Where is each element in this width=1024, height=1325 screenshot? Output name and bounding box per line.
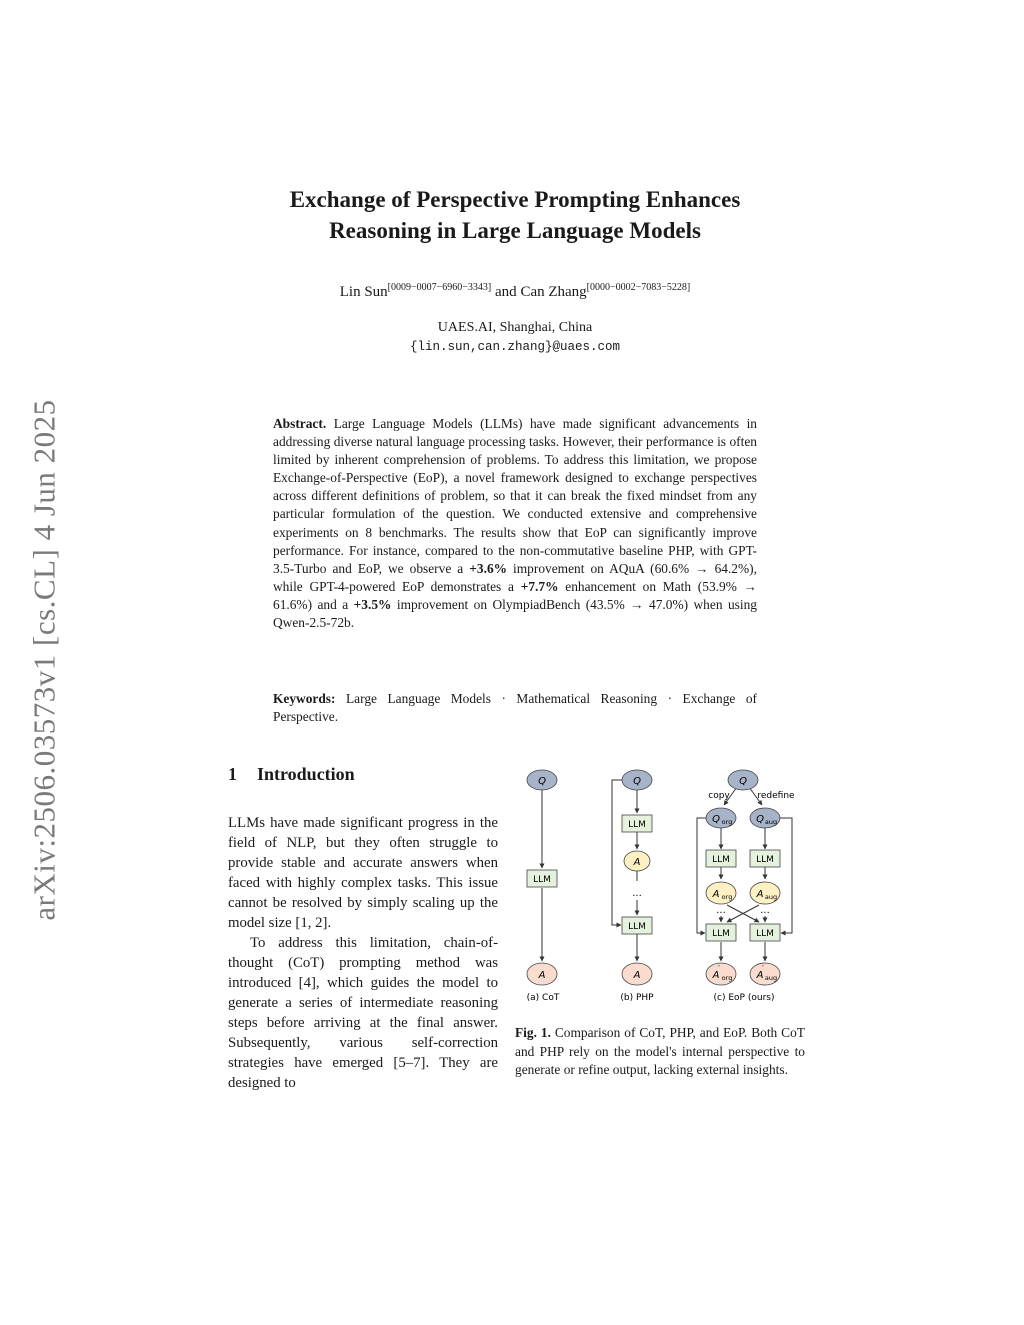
eop-dots-left: ... [716, 905, 726, 916]
php-dots: ... [632, 888, 642, 899]
eop-llm-org-label-1: LLM [712, 855, 730, 865]
authors [200, 282, 830, 301]
section-number: 1 [228, 764, 237, 784]
eop-dots-right: ... [760, 905, 770, 916]
intro-paragraph-1: LLMs have made significant progress in the field of NLP, but they often struggle to provide stable and accurate answers when faced with highly complex tasks. This issue cannot be resolved by simply scaling up the model size [1, 2]. [228, 815, 498, 931]
cot-panel-label: (a) CoT [526, 993, 560, 1003]
eop-final-a-aug-subscript: aug [764, 974, 778, 982]
eop-a-aug-subscript: aug [764, 893, 778, 901]
title-line-1: Exchange of Perspective Prompting Enhances [289, 187, 741, 212]
cot-question-label: Q [538, 776, 546, 787]
figure-diagram [515, 765, 815, 1015]
intro-paragraph-2: To address this limitation, chain-of-thought (CoT) prompting method was introduced [4], which guides the model to generate a series of intermediate reasoning steps before arriving at the final answer. Subsequently, various self-correction strategies have emerged [5–7]. They are designed to [228, 935, 498, 1091]
eop-q-org-label: Q [712, 814, 720, 825]
cot-answer-label: A [538, 970, 546, 981]
eop-final-a-org-subscript: org [721, 974, 733, 982]
eop-a-org-label: A [712, 889, 720, 900]
arxiv-identifier [28, 380, 62, 940]
php-question-label: Q [633, 776, 641, 787]
php-llm-label-1: LLM [628, 820, 646, 830]
abstract-text-3: enhancement on Math (53.9% → 61.6%) and a [273, 578, 757, 612]
eop-q-org-subscript: org [721, 818, 733, 826]
eop-a-aug-label: A [756, 889, 764, 900]
caption-text: Comparison of CoT, PHP, and EoP. Both CoT and PHP rely on the model's internal perspective to generate or refine output, lacking external insights. [515, 1025, 805, 1077]
email: {lin.sun,can.zhang}@uaes.com [409, 340, 621, 354]
eop-q-aug-subscript: aug [764, 818, 778, 826]
section-heading [228, 764, 355, 785]
title-line-2: Reasoning in Large Language Models [329, 218, 701, 243]
eop-llm-org-label-2: LLM [712, 929, 730, 939]
eop-final-a-org-label: A [712, 970, 720, 981]
php-answer-label: A [633, 857, 641, 868]
eop-redefine-label: redefine [757, 791, 795, 801]
abstract-highlight-math: +7.7% [520, 578, 559, 594]
caption-label: Fig. 1. [515, 1025, 551, 1040]
arxiv-id-text: arXiv:2506.03573v1 [cs.CL] 4 Jun 2025 [27, 399, 62, 921]
abstract-text-1: Large Language Models (LLMs) have made significant advancements in addressing diverse natural language processing tasks. However, their performance is often limited by inherent comprehension of problems. To address this limitation, we propose Exchange-of-Perspective (EoP), a novel framework designed to exchange perspectives across different definitions of problem, so that it can break the fixed mindset from any particular formulation of the question. We conducted extensive and comprehensive experiments on 8 benchmarks. The results show that EoP can significantly improve performance. For instance, compared to the non-commutative baseline PHP, with GPT-3.5-Turbo and EoP, we observe a [273, 416, 757, 576]
author-conjunction: and [495, 284, 517, 300]
php-final-answer-label: A [633, 970, 641, 981]
introduction-body [228, 813, 498, 1093]
author-1-orcid: [0009−0007−6960−3343] [387, 282, 492, 293]
abstract-highlight-olympiad: +3.5% [353, 596, 392, 612]
author-2-orcid: [0000−0002−7083−5228] [586, 282, 691, 293]
author-1: Lin Sun [339, 284, 388, 300]
author-2: Can Zhang [520, 284, 587, 300]
cot-llm-label: LLM [533, 875, 551, 885]
figure-caption [515, 1024, 805, 1080]
keywords-text: Large Language Models · Mathematical Reasoning · Exchange of Perspective. [273, 691, 757, 725]
php-panel-label: (b) PHP [620, 993, 654, 1003]
eop-final-a-aug-label: A [756, 970, 764, 981]
eop-copy-label: copy [708, 791, 730, 801]
paper-title [200, 184, 830, 246]
abstract-label: Abstract. [273, 416, 327, 431]
abstract-highlight-aqua: +3.6% [469, 560, 508, 576]
section-title: Introduction [257, 764, 355, 784]
panel-eop [697, 770, 795, 1003]
eop-panel-label: (c) EoP (ours) [713, 993, 775, 1003]
eop-question-label: Q [739, 776, 747, 787]
keywords [273, 690, 757, 726]
keywords-label: Keywords: [273, 691, 336, 706]
abstract-text-4: improvement on OlympiadBench (43.5% → 47.0%) when using Qwen-2.5-72b. [273, 596, 757, 631]
svg-text:′: ′ [718, 964, 720, 973]
eop-llm-aug-label-2: LLM [756, 929, 774, 939]
abstract [273, 415, 757, 632]
eop-q-aug-label: Q [756, 814, 764, 825]
svg-text:′: ′ [762, 964, 764, 973]
panel-cot [527, 770, 560, 1003]
figure-1 [515, 765, 815, 1015]
abstract-text-2: improvement on AQuA (60.6% → 64.2%), while GPT-4-powered EoP demonstrates a [273, 560, 757, 594]
php-llm-label-2: LLM [628, 922, 646, 932]
eop-llm-aug-label-1: LLM [756, 855, 774, 865]
eop-a-org-subscript: org [721, 893, 733, 901]
panel-php [612, 770, 654, 1003]
affiliation: UAES.AI, Shanghai, China [437, 320, 593, 335]
